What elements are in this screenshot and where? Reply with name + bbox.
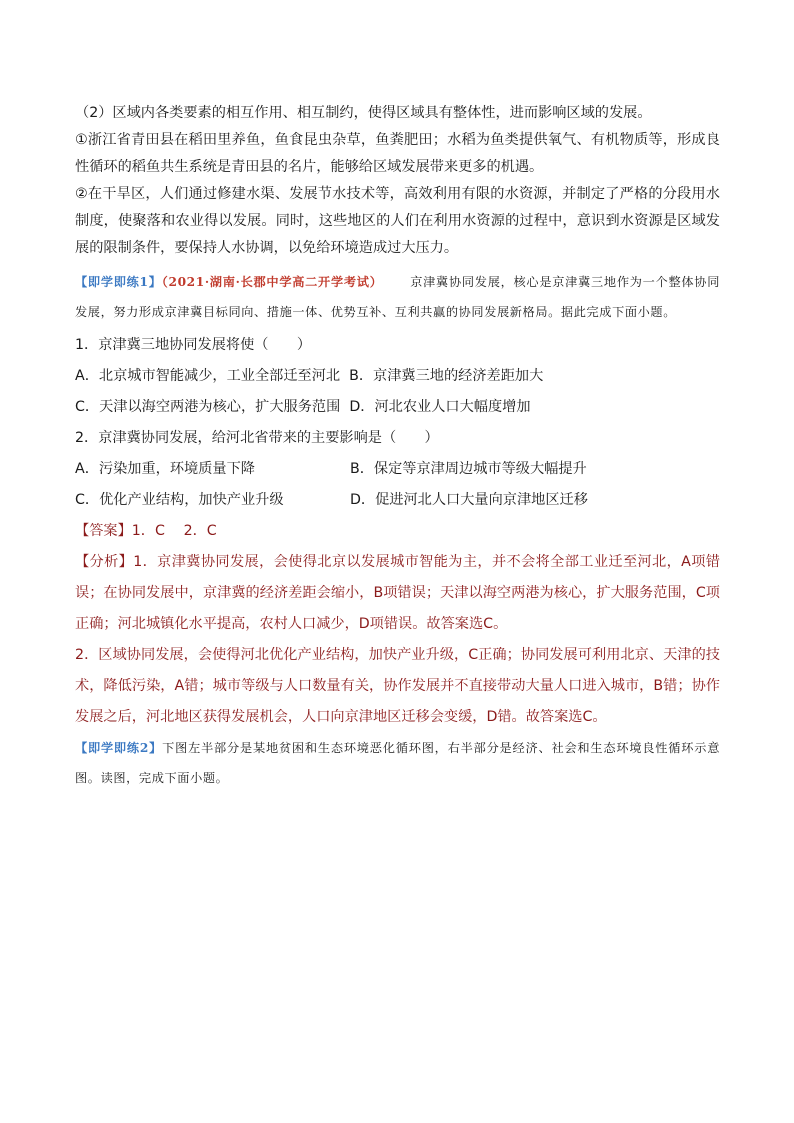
q2-option-d: D．促进河北人口大量向京津地区迁移: [350, 492, 588, 508]
question-2: 2．京津冀协同发展，给河北省带来的主要影响是（ ）: [75, 430, 439, 446]
practice1-stem: [75, 267, 720, 327]
question-2-options-row1: [75, 454, 720, 485]
answer-line: [75, 516, 720, 547]
paragraph-arid-example: ②在干旱区，人们通过修建水渠、发展节水技术等，高效利用有限的水资源，并制定了严格的分段用水制度，使聚落和农业得以发展。同时，这些地区的人们在利用水资源的过程中，意识到水资源是区域发展的限制条件，要保持人水协调，以免给环境造成过大压力。: [75, 186, 720, 256]
document-page: [75, 100, 720, 793]
q2-option-a: A．污染加重，环境质量下降: [75, 461, 255, 477]
question-1: 1．京津冀三地协同发展将使（ ）: [75, 337, 312, 353]
practice2-stem: [75, 733, 720, 793]
analysis-1-text: 1．京津冀协同发展，会使得北京以发展城市智能为主，并不会将全部工业迁至河北，A项错误；在协同发展中，京津冀的经济差距会缩小，B项错误；天津以海空两港为核心，扩大服务范围，C项正确；河北城镇化水平提高，农村人口减少，D项错误。故答案选C。: [75, 554, 720, 632]
q2-option-b: B．保定等京津周边城市等级大幅提升: [350, 461, 587, 477]
answer-text: 1．C 2．C: [131, 523, 217, 539]
practice1-stem-text: 京津冀协同发展，核心是京津冀三地作为一个整体协同发展，努力形成京津冀目标同向、措施一体、优势互补、互利共赢的协同发展新格局。据此完成下面小题。: [75, 275, 720, 319]
practice1-label: 【即学即练1】: [75, 275, 162, 289]
q2-option-c: C．优化产业结构，加快产业升级: [75, 492, 284, 508]
practice1-source: （2021·湖南·长郡中学高二开学考试）: [161, 275, 383, 289]
analysis-label: 【分析】: [75, 554, 134, 570]
analysis-2: 2．区域协同发展，会使得河北优化产业结构，加快产业升级，C正确；协同发展可利用北京、天津的技术，降低污染，A错；城市等级与人口数量有关，协作发展并不直接带动大量人口进入城市，B错；协作发展之后，河北地区获得发展机会，人口向京津地区迁移会变缓，D错。故答案选C。: [75, 647, 720, 725]
q1-option-a: A．北京城市智能减少，工业全部迁至河北: [75, 368, 341, 384]
answer-label: 【答案】: [75, 523, 132, 539]
practice2-label: 【即学即练2】: [75, 741, 163, 755]
question-2-options-row2: [75, 485, 720, 516]
question-1-options-row2: [75, 392, 720, 423]
paragraph-qingtian-example: ①浙江省青田县在稻田里养鱼，鱼食昆虫杂草，鱼粪肥田；水稻为鱼类提供氧气、有机物质等，形成良性循环的稻鱼共生系统是青田县的名片，能够给区域发展带来更多的机遇。: [75, 132, 720, 175]
question-1-options-row1: [75, 361, 720, 392]
analysis-1: [75, 547, 720, 640]
practice2-stem-text: 下图左半部分是某地贫困和生态环境恶化循环图，右半部分是经济、社会和生态环境良性循环示意图。读图，完成下面小题。: [75, 741, 720, 785]
paragraph-regional-integrity: （2）区域内各类要素的相互作用、相互制约，使得区域具有整体性，进而影响区域的发展。: [75, 105, 652, 121]
q1-option-d: D．河北农业人口大幅度增加: [349, 399, 531, 415]
q1-option-b: B．京津冀三地的经济差距加大: [349, 368, 544, 384]
q1-option-c: C．天津以海空两港为核心，扩大服务范围: [75, 399, 341, 415]
